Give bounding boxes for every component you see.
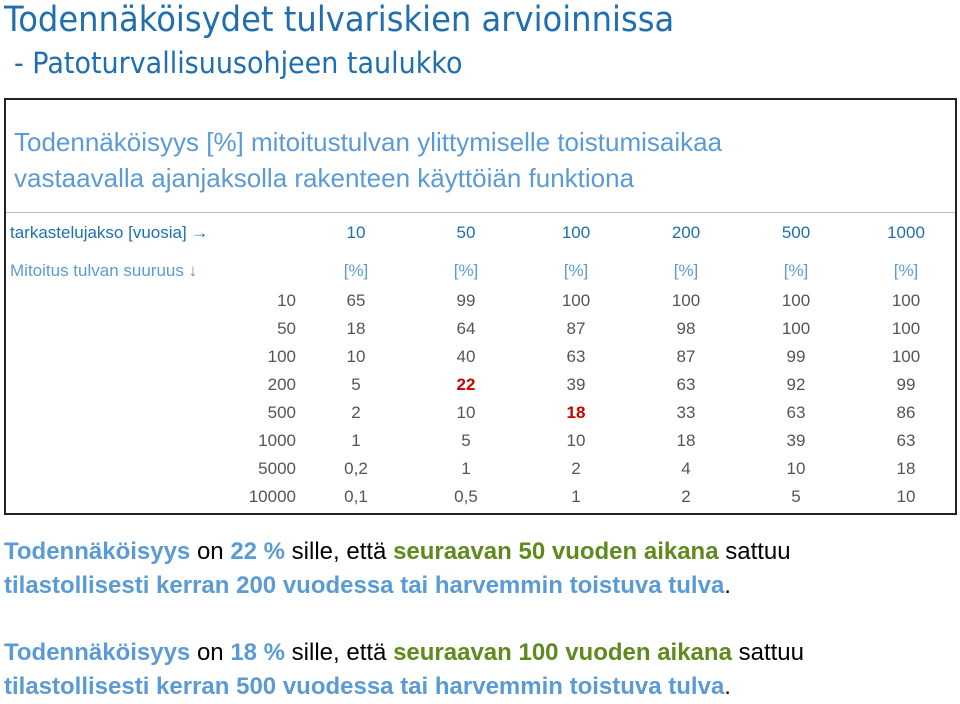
row-label: 1000: [258, 431, 296, 450]
table-cell: 0,1: [344, 487, 368, 506]
table-row: [6, 291, 955, 315]
statement-2: [4, 636, 959, 704]
table-cell: 63: [896, 431, 916, 450]
table-cell: 87: [566, 319, 586, 338]
statement-1: [4, 535, 959, 603]
statement-2-text: sille, että: [285, 639, 394, 666]
statement-1-text: sille, että: [285, 538, 394, 565]
table-cell: 10: [896, 487, 916, 506]
table-cell: 100: [781, 319, 811, 338]
unit-header: [%]: [783, 261, 809, 280]
table-cell: 0,2: [344, 459, 368, 478]
highlighted-cell: 22: [456, 375, 476, 394]
statement-2-term: Todennäköisyys: [4, 639, 191, 666]
row-label: 5000: [258, 459, 296, 478]
table-cell: 4: [681, 459, 691, 478]
period-header: 500: [781, 223, 811, 242]
statement-1-text: on: [190, 538, 231, 565]
table-cell: 87: [676, 347, 696, 366]
table-cell: 10: [566, 431, 586, 450]
table-cell: 86: [896, 403, 916, 422]
design-flood-label: Mitoitus tulvan suuruus ↓: [10, 261, 198, 280]
period-header: 50: [456, 223, 476, 242]
statement-2-period: seuraavan 100 vuoden aikana: [393, 639, 732, 666]
table-cell: 2: [351, 403, 361, 422]
unit-header: [%]: [893, 261, 919, 280]
period-header: 10: [346, 223, 366, 242]
table-cell: 63: [786, 403, 806, 422]
table-cell: 39: [566, 375, 586, 394]
statement-2-text: on: [190, 639, 231, 666]
table-cell: 10: [346, 347, 366, 366]
statement-2-percent: 18 %: [230, 639, 286, 666]
row-label: 10000: [248, 487, 296, 506]
table-cell: 63: [566, 347, 586, 366]
table-cell: 100: [891, 319, 921, 338]
table-cell: 2: [681, 487, 691, 506]
table-row: [6, 403, 955, 427]
table-cell: 1: [571, 487, 581, 506]
row-label: 100: [267, 347, 296, 366]
statement-1-term: Todennäköisyys: [4, 538, 191, 565]
table-cell: 40: [456, 347, 476, 366]
table-cell: 5: [351, 375, 361, 394]
table-cell: 99: [786, 347, 806, 366]
table-row: [6, 459, 955, 483]
table-cell: 2: [571, 459, 581, 478]
table-cell: 64: [456, 319, 476, 338]
table-cell: 5: [461, 431, 471, 450]
table-cell: 65: [346, 291, 366, 310]
table-cell: 100: [561, 291, 591, 310]
table-cell: 39: [786, 431, 806, 450]
table-cell: 33: [676, 403, 696, 422]
table-caption-line2: vastaavalla ajanjaksolla rakenteen käyttöiän funktiona: [14, 163, 635, 193]
statement-1-text: .: [724, 572, 731, 599]
statement-1-percent: 22 %: [230, 538, 286, 565]
table-header-row: [6, 223, 955, 247]
statement-2-flood: tilastollisesti kerran 500 vuodessa tai harvemmin toistuva tulva: [4, 673, 725, 700]
statement-1-text: sattuu: [718, 538, 791, 565]
table-row: [6, 487, 955, 511]
table-cell: 99: [456, 291, 476, 310]
row-label: 200: [267, 375, 296, 394]
statement-1-flood: tilastollisesti kerran 200 vuodessa tai harvemmin toistuva tulva: [4, 572, 725, 599]
table-cell: 63: [676, 375, 696, 394]
table-cell: 18: [676, 431, 696, 450]
page-title: Todennäköisydet tulvariskien arvioinnissa: [4, 0, 675, 40]
table-row: [6, 319, 955, 343]
statement-2-text: .: [724, 673, 731, 700]
table-cell: 0,5: [454, 487, 478, 506]
table-row: [6, 347, 955, 371]
period-label: tarkastelujakso [vuosia] →: [10, 223, 209, 242]
unit-header: [%]: [673, 261, 699, 280]
table-cell: 5: [791, 487, 801, 506]
table-cell: 98: [676, 319, 696, 338]
statement-1-period: seuraavan 50 vuoden aikana: [393, 538, 719, 565]
period-header: 100: [561, 223, 591, 242]
table-panel: [4, 98, 957, 515]
table-cell: 10: [786, 459, 806, 478]
row-label: 50: [277, 319, 296, 338]
table-caption-line1: Todennäköisyys [%] mitoitustulvan ylittymiselle toistumisaikaa: [14, 127, 723, 157]
period-header: 1000: [887, 223, 925, 242]
table-caption: [14, 124, 949, 196]
table-cell: 99: [896, 375, 916, 394]
table-cell: 92: [786, 375, 806, 394]
caption-divider: [6, 212, 955, 213]
row-label: 10: [277, 291, 296, 310]
row-label: 500: [267, 403, 296, 422]
statement-2-text: sattuu: [731, 639, 804, 666]
table-cell: 100: [891, 347, 921, 366]
unit-header: [%]: [453, 261, 479, 280]
table-row: [6, 375, 955, 399]
table-unit-row: [6, 261, 955, 285]
highlighted-cell: 18: [566, 403, 586, 422]
table-cell: 10: [456, 403, 476, 422]
table-cell: 100: [891, 291, 921, 310]
table-cell: 18: [896, 459, 916, 478]
table-row: [6, 431, 955, 455]
unit-header: [%]: [563, 261, 589, 280]
unit-header: [%]: [343, 261, 369, 280]
table-cell: 100: [671, 291, 701, 310]
table-cell: 18: [346, 319, 366, 338]
period-header: 200: [671, 223, 701, 242]
table-cell: 100: [781, 291, 811, 310]
page-subtitle: - Patoturvallisuusohjeen taulukko: [14, 46, 463, 80]
table-cell: 1: [461, 459, 471, 478]
table-cell: 1: [351, 431, 361, 450]
